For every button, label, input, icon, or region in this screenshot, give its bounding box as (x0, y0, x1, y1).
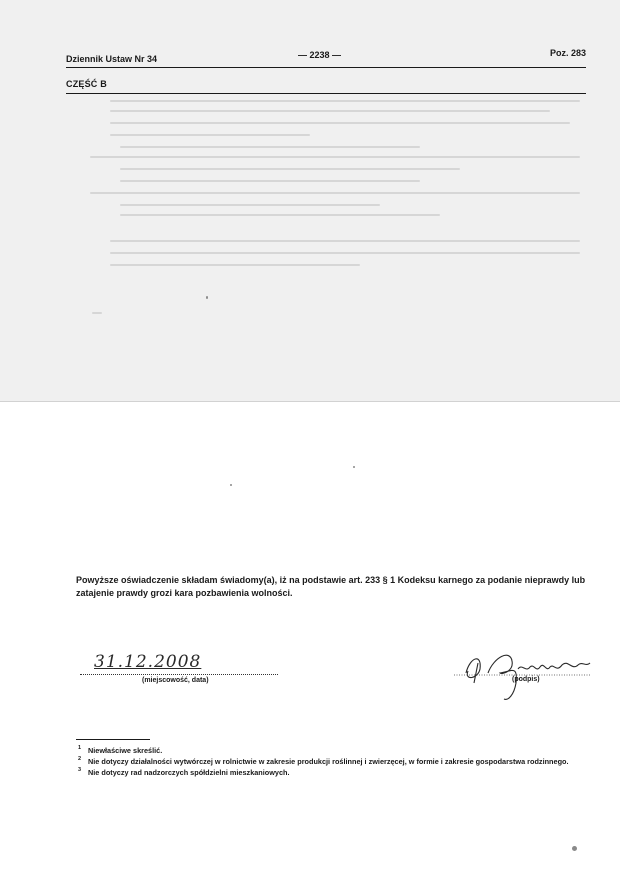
scan-edge (0, 401, 620, 402)
show-through-line (110, 240, 580, 242)
footnote-text: Nie dotyczy działalności wytwórczej w rolnictwie w zakresie produkcji roślinnej i zwierzęcej, w formie i zakresie gospodarstwa rodzinnego. (88, 757, 569, 766)
scan-speck (353, 466, 355, 468)
show-through-line (120, 168, 460, 170)
page-header (66, 48, 586, 68)
handwritten-date: 31.12.2008 (94, 652, 202, 672)
footnotes (78, 745, 598, 778)
footnote-item (78, 767, 598, 778)
footnote-separator (76, 739, 150, 740)
show-through-line (92, 312, 102, 314)
show-through-line (110, 110, 550, 112)
show-through-line (120, 204, 380, 206)
page-number: — 2238 — (298, 50, 342, 60)
signature-caption: (podpis) (512, 676, 540, 683)
journal-title: Dziennik Ustaw Nr 34 (66, 54, 158, 64)
show-through-line (110, 100, 580, 102)
footnote-text: Nie dotyczy rad nadzorczych spółdzielni mieszkaniowych. (88, 768, 290, 777)
signature-field (452, 643, 592, 703)
show-through-line (110, 134, 310, 136)
handwritten-signature (452, 643, 592, 703)
date-dotted-line (80, 674, 278, 675)
show-through-line (110, 252, 580, 254)
scan-speck (230, 484, 232, 486)
position-number: Poz. 283 (549, 48, 586, 58)
section-title: CZĘŚĆ B (66, 79, 107, 89)
show-through-line (120, 214, 440, 216)
footnote-item (78, 756, 598, 767)
show-through-line (110, 264, 360, 266)
footnote-number: 3 (78, 767, 82, 773)
footnote-number: 1 (78, 745, 82, 751)
scan-speck (572, 846, 577, 851)
show-through-line (120, 146, 420, 148)
footnote-number: 2 (78, 756, 82, 762)
show-through-line (90, 192, 580, 194)
declaration-statement: Powyższe oświadczenie składam świadomy(a), iż na podstawie art. 233 § 1 Kodeksu karnego za podanie nieprawdy lub zatajenie prawdy grozi kara pozbawienia wolności. (76, 575, 586, 598)
show-through-line (90, 156, 580, 158)
date-caption: (miejscowość, data) (142, 677, 209, 684)
footnote-text: Niewłaściwe skreślić. (88, 746, 163, 755)
footnote-item (78, 745, 598, 756)
header-rule (66, 67, 586, 68)
section-rule (66, 93, 586, 94)
scan-speck (206, 296, 208, 299)
show-through-line (120, 180, 420, 182)
show-through-line (110, 122, 570, 124)
